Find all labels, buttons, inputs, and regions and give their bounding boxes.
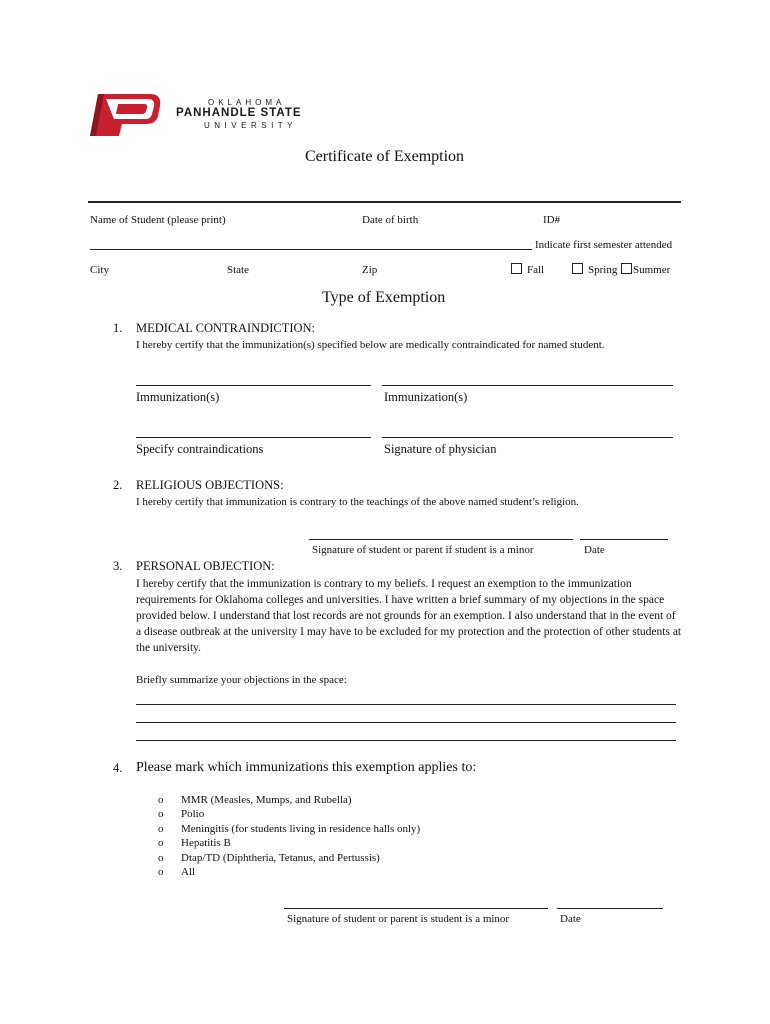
student-id-label: ID# [543, 214, 561, 226]
summary-line-3[interactable] [136, 740, 676, 741]
student-name-label: Name of Student (please print) [90, 214, 226, 226]
list-item: MMR (Measles, Mumps, and Rubella) [181, 794, 352, 806]
contraindications-label: Specify contraindications [136, 442, 264, 456]
list-bullet[interactable]: o [158, 852, 164, 864]
list-bullet[interactable]: o [158, 866, 164, 878]
list-bullet[interactable]: o [158, 823, 164, 835]
section3-text: I hereby certify that the immunization is contrary to my beliefs. I request an exemption to the immunization requirements for Oklahoma colleges and universities. I have written a brief summary of my objections in the space provided below. I understand that lost records are not grounds for an exemption. I also understand that in the event of a disease outbreak at the university I may have to be excluded for my protection and the protection of other students at the university. [136, 578, 682, 654]
section2-heading: RELIGIOUS OBJECTIONS: [136, 478, 284, 492]
section4-heading: Please mark which immunizations this exemption applies to: [136, 760, 477, 775]
date-of-birth-label: Date of birth [362, 214, 419, 226]
immunization-line-2[interactable] [382, 385, 673, 386]
section4-number: 4. [113, 761, 123, 775]
section2-date-label: Date [584, 544, 605, 556]
spring-label: Spring [588, 264, 618, 276]
title-divider [88, 201, 681, 203]
list-bullet[interactable]: o [158, 794, 164, 806]
opsu-p-logo-icon [88, 90, 164, 138]
section3-heading: PERSONAL OBJECTION: [136, 559, 275, 573]
section2-signature-label: Signature of student or parent if student is a minor [312, 544, 534, 556]
summer-label: Summer [633, 264, 671, 276]
section2-text: I hereby certify that immunization is contrary to the teachings of the above named student’s religion. [136, 496, 579, 508]
immunization-label-1: Immunization(s) [136, 390, 220, 404]
section3-number: 3. [113, 559, 123, 573]
zip-label: Zip [362, 264, 378, 276]
list-item: Polio [181, 808, 205, 820]
logo-university-text: UNIVERSITY [204, 121, 298, 130]
city-label: City [90, 264, 109, 276]
summer-checkbox[interactable] [621, 263, 632, 274]
section2-date-line[interactable] [580, 539, 668, 540]
list-item: All [181, 866, 196, 878]
physician-signature-line[interactable] [382, 437, 673, 438]
logo-panhandle-state-text: PANHANDLE STATE [176, 107, 302, 119]
fall-checkbox[interactable] [511, 263, 522, 274]
university-logo [88, 90, 328, 140]
section1-number: 1. [113, 321, 123, 335]
type-of-exemption-heading: Type of Exemption [322, 289, 446, 306]
section4-date-line[interactable] [557, 908, 663, 909]
spring-checkbox[interactable] [572, 263, 583, 274]
section1-text: I hereby certify that the immunization(s) specified below are medically contraindicated for named student. [136, 339, 605, 351]
section2-number: 2. [113, 478, 123, 492]
section4-signature-line[interactable] [284, 908, 548, 909]
list-item: Dtap/TD (Diphtheria, Tetanus, and Pertussis) [181, 852, 380, 864]
address-line[interactable] [90, 249, 532, 250]
contraindications-line[interactable] [136, 437, 371, 438]
section4-date-label: Date [560, 913, 581, 925]
physician-signature-label: Signature of physician [384, 442, 497, 456]
semester-label: Indicate first semester attended [535, 239, 673, 251]
list-bullet[interactable]: o [158, 808, 164, 820]
list-item: Meningitis (for students living in residence halls only) [181, 823, 421, 835]
immunization-label-2: Immunization(s) [384, 390, 468, 404]
list-item: Hepatitis B [181, 837, 231, 849]
document-title: Certificate of Exemption [305, 148, 465, 165]
list-bullet[interactable]: o [158, 837, 164, 849]
logo-oklahoma-text: OKLAHOMA [208, 98, 286, 107]
summary-prompt: Briefly summarize your objections in the space: [136, 674, 347, 686]
fall-label: Fall [527, 264, 545, 276]
section4-signature-label: Signature of student or parent is student is a minor [287, 913, 510, 925]
section2-signature-line[interactable] [309, 539, 573, 540]
summary-line-2[interactable] [136, 722, 676, 723]
summary-line-1[interactable] [136, 704, 676, 705]
state-label: State [227, 264, 249, 276]
immunization-line-1[interactable] [136, 385, 371, 386]
section1-heading: MEDICAL CONTRAINDICTION: [136, 321, 316, 335]
